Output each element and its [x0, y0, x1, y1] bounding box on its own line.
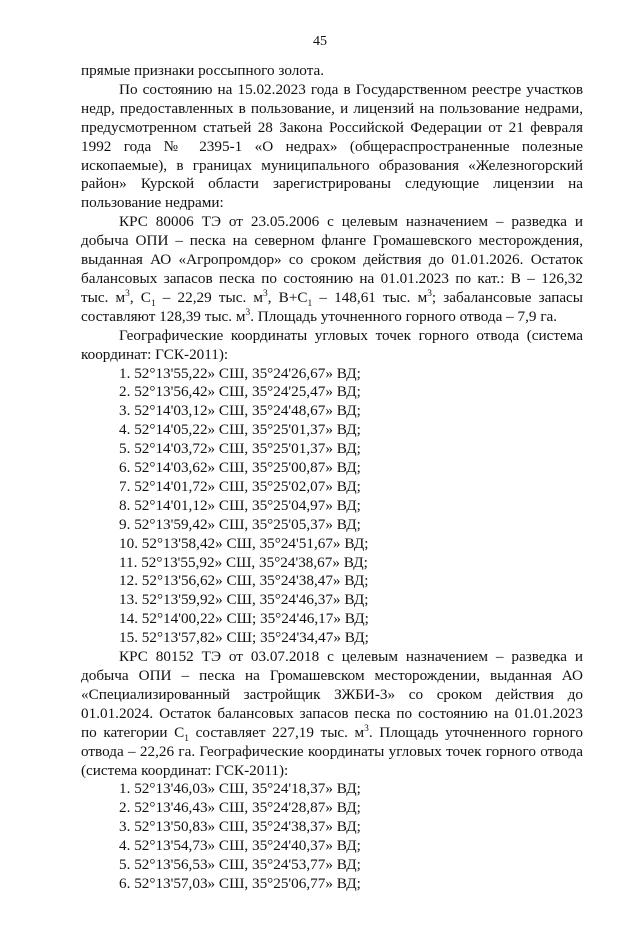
list-item: 11. 52°13'55,92» СШ, 35°24'38,67» ВД; [119, 553, 368, 571]
list-item: 1. 52°13'46,03» СШ, 35°24'18,37» ВД; [119, 780, 361, 798]
coords-1-heading: Географические координаты угловых точек горного отвода (система координат: ГСК-2011): [81, 326, 583, 363]
list-item: 14. 52°14'00,22» СШ; 35°24'46,17» ВД; [119, 610, 369, 628]
list-item: 5. 52°14'03,72» СШ, 35°25'01,37» ВД; [119, 440, 361, 458]
list-item: 8. 52°14'01,12» СШ, 35°25'04,97» ВД; [119, 496, 361, 514]
list-item: 3. 52°14'03,12» СШ, 35°24'48,67» ВД; [119, 402, 361, 420]
registry-paragraph: По состоянию на 15.02.2023 года в Государственном реестре участков недр, предоставленных в пользование, и лицензий на пользование недрами, предусмотренном статьей 28 Закона Российской Федерации от 21 февраля 1992 года № 2395-1 «О недрах» (общераспространенные полезные ископаемые), в границах муниципального образования «Железногорский район» Курской области зарегистрированы следующие лицензии на пользование недрами: [81, 80, 583, 212]
list-item: 5. 52°13'56,53» СШ, 35°24'53,77» ВД; [119, 856, 361, 874]
license-1-paragraph: КРС 80006 ТЭ от 23.05.2006 с целевым назначением – разведка и добыча ОПИ – песка на северном фланге Громашевского месторождения, выданная АО «Агропромдор» со сроком действия до 01.01.2026. Остаток балансовых запасов песка по состоянию на 01.01.2023 по кат.: В – 126,32 тыс. $м^3$, $С_1 - 22,29$ тыс. $м^3$, $В+С_1 - 148,61$ тыс. $м^3$; забалансовые запасы составляют 128,39 тыс. $м^3$. Площадь уточненного горного отвода – 7,9 га. [81, 213, 584, 325]
list-item: 6. 52°14'03,62» СШ, 35°25'00,87» ВД; [119, 459, 361, 477]
list-item: 12. 52°13'56,62» СШ, 35°24'38,47» ВД; [119, 572, 369, 590]
list-item: 13. 52°13'59,92» СШ, 35°24'46,37» ВД; [119, 591, 369, 609]
list-item: 15. 52°13'57,82» СШ; 35°24'34,47» ВД; [119, 629, 369, 647]
list-item: 1. 52°13'55,22» СШ, 35°24'26,67» ВД; [119, 364, 361, 382]
coords-2-list [81, 780, 583, 893]
intro-fragment: прямые признаки россыпного золота. [81, 62, 325, 79]
list-item: 2. 52°13'56,42» СШ, 35°24'25,47» ВД; [119, 383, 361, 401]
list-item: 2. 52°13'46,43» СШ, 35°24'28,87» ВД; [119, 799, 361, 817]
list-item: 7. 52°14'01,72» СШ, 35°25'02,07» ВД; [119, 477, 361, 495]
list-item: 4. 52°13'54,73» СШ, 35°24'40,37» ВД; [119, 837, 361, 855]
page-body [81, 62, 583, 894]
page-number: 45 [313, 34, 327, 49]
list-item: 4. 52°14'05,22» СШ, 35°25'01,37» ВД; [119, 421, 361, 439]
list-item: 3. 52°13'50,83» СШ, 35°24'38,37» ВД; [119, 818, 361, 836]
coords-1-list [81, 365, 583, 649]
license-2-paragraph: КРС 80152 ТЭ от 03.07.2018 с целевым назначением – разведка и добыча ОПИ – песка на Громашевском месторождении, выданная АО «Специализированный застройщик ЗЖБИ-3» со сроком действия до 01.01.2024. Остаток балансовых запасов песка по состоянию на 01.01.2023 по категории $С_1$ составляет 227,19 тыс. $м^3$. Площадь уточненного горного отвода – 22,26 га. Географические координаты угловых точек горного отвода (система координат: ГСК-2011): [81, 648, 584, 779]
list-item: 9. 52°13'59,42» СШ, 35°25'05,37» ВД; [119, 515, 361, 533]
list-item: 10. 52°13'58,42» СШ, 35°24'51,67» ВД; [119, 534, 369, 552]
list-item: 6. 52°13'57,03» СШ, 35°25'06,77» ВД; [119, 874, 361, 892]
